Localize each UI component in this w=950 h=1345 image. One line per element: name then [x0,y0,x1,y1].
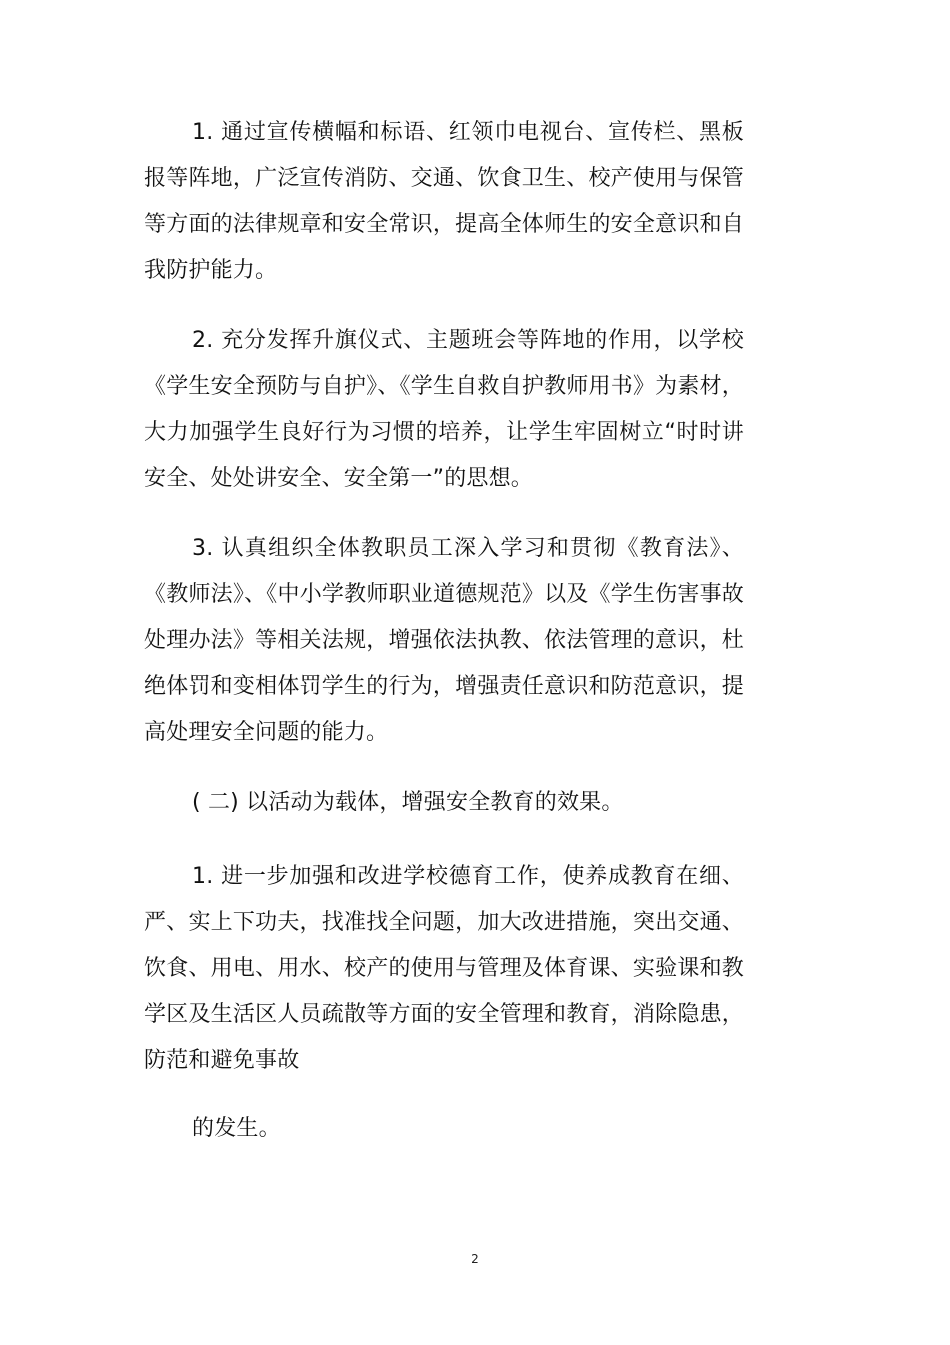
section-heading-activities: ( 二) 以活动为载体，增强安全教育的效果。 [192,790,624,815]
paragraph-staff-study: 3. 认真组织全体教职员工深入学习和贯彻《教育法》、《教师法》、《中小学教师职业道德规范》以及《学生伤害事故处理办法》等相关法规，增强依法执教、依法管理的意识，杜绝体罚和变相体罚学生的行为，增强责任意识和防范意识，提高处理安全问题的能力。 [144,536,744,745]
paragraph-moral-education: 1. 进一步加强和改进学校德育工作，使养成教育在细、严、实上下功夫，找准找全问题，加大改进措施，突出交通、饮食、用电、用水、校产的使用与管理及体育课、实验课和教学区及生活区人员疏散等方面的安全管理和教育，消除隐患，防范和避免事故 [144,864,744,1073]
paragraph-flag-ceremony: 2. 充分发挥升旗仪式、主题班会等阵地的作用，以学校《学生安全预防与自护》、《学生自救自护教师用书》为素材，大力加强学生良好行为习惯的培养，让学生牢固树立“时时讲安全、处处讲安全、安全第一”的思想。 [144,328,744,491]
page-number: 2 [471,1252,479,1266]
paragraph-continuation: 的发生。 [192,1116,281,1141]
paragraph-publicity: 1. 通过宣传横幅和标语、红领巾电视台、宣传栏、黑板报等阵地，广泛宣传消防、交通、饮食卫生、校产使用与保管等方面的法律规章和安全常识，提高全体师生的安全意识和自我防护能力。 [144,120,744,283]
